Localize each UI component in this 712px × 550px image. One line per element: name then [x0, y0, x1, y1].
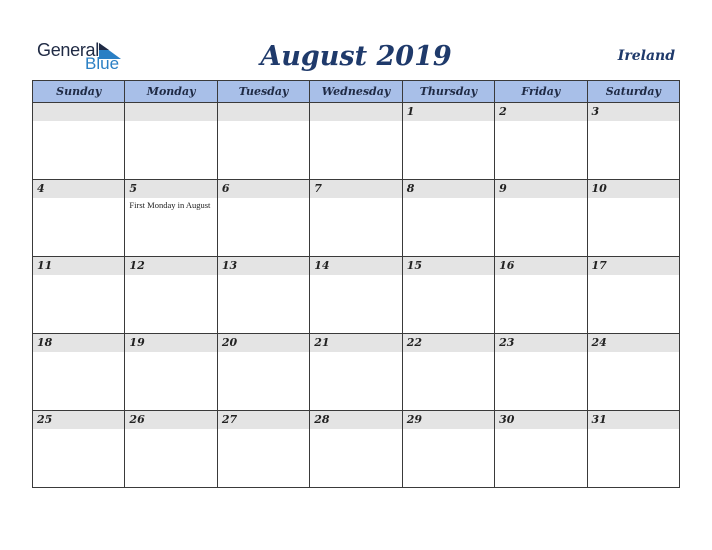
- day-cell: [125, 411, 217, 488]
- day-cell: [402, 257, 494, 334]
- day-cell: [217, 257, 309, 334]
- day-cell: [587, 257, 679, 334]
- day-cell: [495, 180, 587, 257]
- day-number: [125, 103, 216, 121]
- day-cell: [33, 411, 125, 488]
- day-cell: [310, 103, 402, 180]
- day-number: 7: [310, 180, 401, 198]
- day-cell: [33, 103, 125, 180]
- day-cell: [217, 334, 309, 411]
- day-number: 18: [33, 334, 124, 352]
- day-cell: [402, 334, 494, 411]
- day-cell: [217, 411, 309, 488]
- day-number: 24: [588, 334, 679, 352]
- day-number: [33, 103, 124, 121]
- week-row: [33, 334, 680, 411]
- day-number: 13: [218, 257, 309, 275]
- week-row: [33, 103, 680, 180]
- week-row: [33, 257, 680, 334]
- day-number: 6: [218, 180, 309, 198]
- day-cell: [495, 411, 587, 488]
- day-cell: [587, 411, 679, 488]
- day-number: 25: [33, 411, 124, 429]
- day-number: 3: [588, 103, 679, 121]
- day-number: [218, 103, 309, 121]
- day-cell: [217, 180, 309, 257]
- day-number: [310, 103, 401, 121]
- day-number: 16: [495, 257, 586, 275]
- day-cell: [587, 334, 679, 411]
- day-cell: [495, 257, 587, 334]
- day-number: 23: [495, 334, 586, 352]
- country-label: Ireland: [617, 48, 675, 64]
- weekday-header-row: [33, 81, 680, 103]
- day-number: 8: [403, 180, 494, 198]
- holiday-event: First Monday in August: [129, 200, 211, 210]
- day-cell: [402, 411, 494, 488]
- day-number: 10: [588, 180, 679, 198]
- day-cell: [217, 103, 309, 180]
- day-cell: [310, 334, 402, 411]
- day-number: 11: [33, 257, 124, 275]
- weekday-thursday: Thursday: [402, 81, 494, 103]
- day-cell: [125, 180, 217, 257]
- week-row: [33, 180, 680, 257]
- logo-text-blue: Blue: [85, 54, 120, 73]
- day-cell: [310, 411, 402, 488]
- day-cell: [33, 334, 125, 411]
- day-number: 1: [403, 103, 494, 121]
- day-number: 4: [33, 180, 124, 198]
- day-cell: [587, 103, 679, 180]
- day-cell: [495, 334, 587, 411]
- weekday-friday: Friday: [495, 81, 587, 103]
- day-cell: [402, 180, 494, 257]
- day-cell: [495, 103, 587, 180]
- weekday-tuesday: Tuesday: [217, 81, 309, 103]
- weekday-wednesday: Wednesday: [310, 81, 402, 103]
- weekday-saturday: Saturday: [587, 81, 679, 103]
- day-number: 26: [125, 411, 216, 429]
- day-number: 27: [218, 411, 309, 429]
- day-cell: [587, 180, 679, 257]
- day-number: 15: [403, 257, 494, 275]
- logo-text-general: General: [37, 40, 99, 60]
- day-cell: [125, 103, 217, 180]
- calendar-grid: [32, 80, 680, 488]
- day-cell: [125, 334, 217, 411]
- day-number: 28: [310, 411, 401, 429]
- day-number: 19: [125, 334, 216, 352]
- day-number: 2: [495, 103, 586, 121]
- day-number: 21: [310, 334, 401, 352]
- day-number: 12: [125, 257, 216, 275]
- day-cell: [310, 257, 402, 334]
- day-number: 31: [588, 411, 679, 429]
- day-number: 5: [125, 180, 216, 198]
- day-number: 20: [218, 334, 309, 352]
- day-cell: [402, 103, 494, 180]
- week-row: [33, 411, 680, 488]
- weekday-sunday: Sunday: [33, 81, 125, 103]
- day-number: 9: [495, 180, 586, 198]
- day-cell: [310, 180, 402, 257]
- day-number: 17: [588, 257, 679, 275]
- day-cell: [33, 180, 125, 257]
- weekday-monday: Monday: [125, 81, 217, 103]
- day-number: 22: [403, 334, 494, 352]
- day-cell: [33, 257, 125, 334]
- day-number: 29: [403, 411, 494, 429]
- day-cell: [125, 257, 217, 334]
- calendar-title: August 2019: [260, 41, 452, 72]
- day-number: 14: [310, 257, 401, 275]
- day-number: 30: [495, 411, 586, 429]
